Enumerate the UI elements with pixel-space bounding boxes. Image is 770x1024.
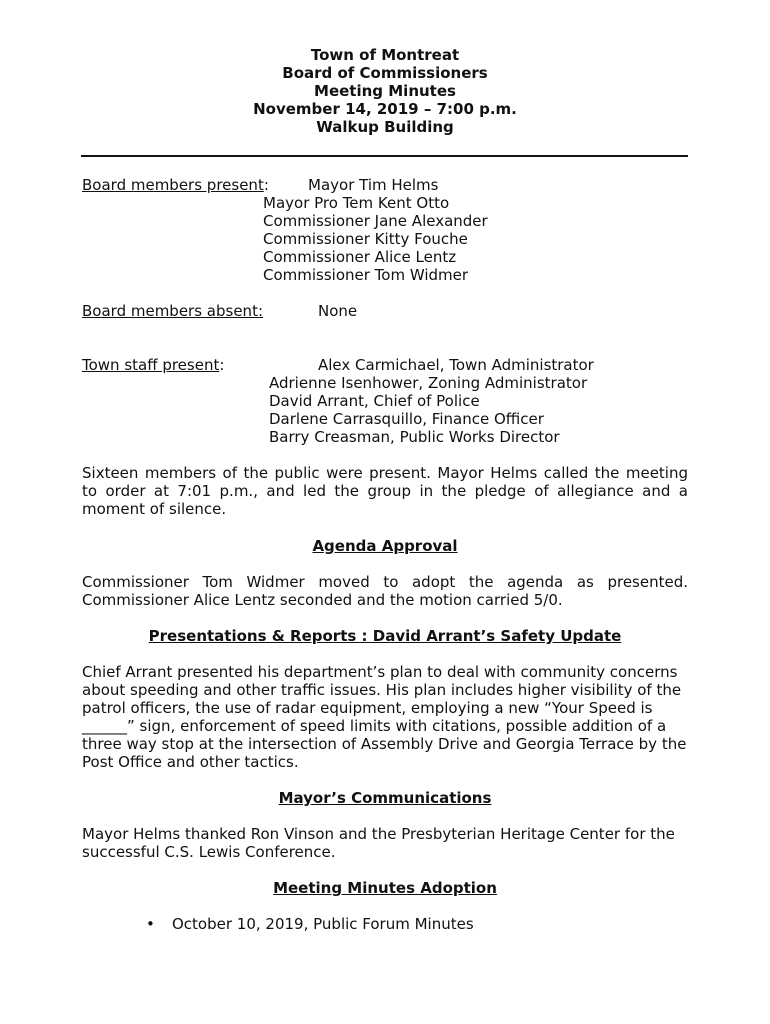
staff-label-row: [82, 356, 224, 374]
present-member-3: Commissioner Jane Alexander: [263, 212, 488, 230]
meeting-date-time: November 14, 2019 – 7:00 p.m.: [253, 100, 517, 118]
present-members-list: [263, 194, 488, 284]
present-colon: :: [263, 176, 269, 194]
staff-member-4: Darlene Carrasquillo, Finance Officer: [269, 410, 544, 428]
present-member-2: Mayor Pro Tem Kent Otto: [263, 194, 450, 212]
board-name: Board of Commissioners: [282, 64, 488, 82]
town-name: Town of Montreat: [310, 46, 460, 64]
present-member-5: Commissioner Alice Lentz: [263, 248, 457, 266]
document-type: Meeting Minutes: [314, 82, 456, 100]
agenda-body: Commissioner Tom Widmer moved to adopt the agenda as presented. Commissioner Alice Lentz seconded and the motion carried 5/0.: [82, 573, 688, 609]
staff-member-3: David Arrant, Chief of Police: [269, 392, 480, 410]
staff-member-2: Adrienne Isenhower, Zoning Administrator: [269, 374, 588, 392]
present-label-row: [82, 176, 269, 194]
absent-value: None: [318, 302, 358, 320]
document-header: [82, 46, 688, 136]
bullet-icon: •: [146, 915, 155, 933]
staff-member-1: Alex Carmichael, Town Administrator: [318, 356, 594, 374]
staff-member-5: Barry Creasman, Public Works Director: [269, 428, 560, 446]
mayor-heading: Mayor’s Communications: [278, 789, 492, 807]
present-label: Board members present: [82, 176, 264, 194]
minutes-item-1: October 10, 2019, Public Forum Minutes: [172, 915, 474, 933]
staff-colon: :: [219, 356, 225, 374]
absent-label: Board members absent:: [82, 302, 264, 320]
header-divider: [81, 155, 688, 157]
list-item: [146, 915, 474, 933]
meeting-location: Walkup Building: [316, 118, 454, 136]
agenda-heading: Agenda Approval: [312, 537, 458, 555]
minutes-heading: Meeting Minutes Adoption: [273, 879, 497, 897]
staff-members-list: [269, 374, 587, 446]
present-member-4: Commissioner Kitty Fouche: [263, 230, 468, 248]
mayor-body: Mayor Helms thanked Ron Vinson and the Presbyterian Heritage Center for the successful C.S. Lewis Conference.: [82, 825, 675, 861]
presentations-body: Chief Arrant presented his department’s plan to deal with community concerns about speeding and other traffic issues. His plan includes higher visibility of the patrol officers, the use of radar equipment, employing a new “Your Speed is ______” sign, enforcement of speed limits with citations, possible addition of a three way stop at the intersection of Assembly Drive and Georgia Terrace by the Post Office and other tactics.: [82, 663, 687, 771]
intro-paragraph: Sixteen members of the public were present. Mayor Helms called the meeting to order at 7:01 p.m., and led the group in the pledge of allegiance and a moment of silence.: [82, 464, 688, 518]
presentations-heading: Presentations & Reports : David Arrant’s Safety Update: [148, 627, 622, 645]
present-member-1: Mayor Tim Helms: [308, 176, 439, 194]
staff-label: Town staff present: [82, 356, 220, 374]
present-member-6: Commissioner Tom Widmer: [263, 266, 469, 284]
